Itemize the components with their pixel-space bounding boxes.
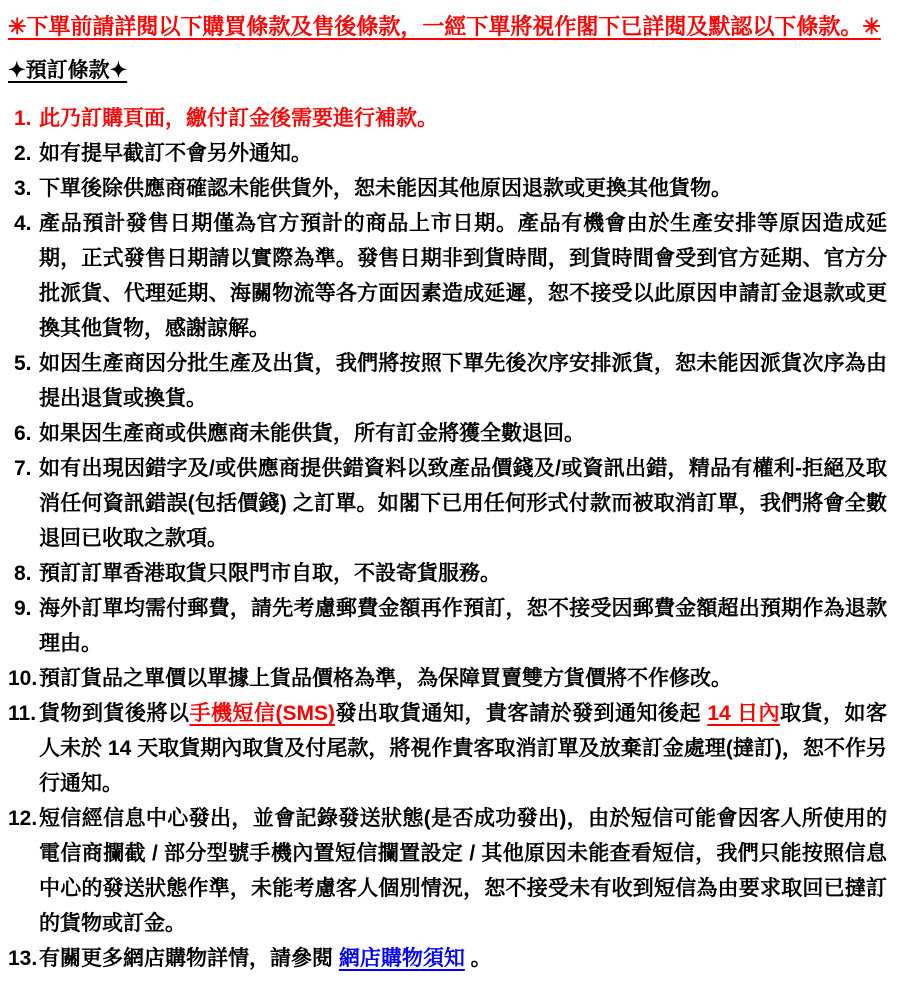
term-number: 3.: [14, 177, 32, 200]
term-number: 2.: [14, 142, 32, 165]
term-number: 5.: [14, 352, 32, 375]
term-item-8: [6, 556, 887, 591]
term-number: 9.: [14, 597, 32, 620]
pickup-deadline-emphasis: 14 日內: [707, 702, 781, 725]
term-item-1: [6, 101, 887, 136]
term-item-2: [6, 136, 887, 171]
term-text: 短信經信息中心發出，並會記錄發送狀態(是否成功發出)，由於短信可能會因客人所使用的電信商攔截 / 部分型號手機內置短信攔置設定 / 其他原因未能查看短信，我們只能按照信息中心的發送狀態作準，未能考慮客人個別情況，恕不接受未有收到短信為由要求取回已撻訂的貨物或訂金。: [39, 807, 887, 935]
term-text: 發出取貨通知，貴客請於發到通知後起: [335, 702, 708, 725]
shop-guide-link[interactable]: 網店購物須知: [338, 947, 465, 970]
term-number: 11.: [8, 702, 37, 725]
terms-list: [6, 101, 887, 976]
section-heading-text: ✦預訂條款✦: [8, 59, 128, 82]
term-number: 12.: [8, 807, 38, 830]
term-number: 7.: [14, 457, 32, 480]
term-text: 如因生產商因分批生產及出貨，我們將按照下單先後次序安排派貨，恕未能因派貨次序為由提出退貨或換貨。: [39, 352, 887, 410]
term-item-9: [6, 591, 887, 661]
term-item-13: [6, 941, 887, 976]
term-number: 8.: [14, 562, 32, 585]
term-text: 如有提早截訂不會另外通知。: [39, 142, 312, 165]
pre-purchase-notice: ✳下單前請詳閱以下購買條款及售後條款，一經下單將視作閣下已詳閱及默認以下條款。✳: [8, 14, 881, 39]
term-item-7: [6, 451, 887, 556]
term-item-12: [6, 801, 887, 941]
term-item-3: [6, 171, 887, 206]
sms-notification-emphasis: 手機短信(SMS): [189, 702, 335, 725]
term-text: 海外訂單均需付郵費，請先考慮郵費金額再作預訂，恕不接受因郵費金額超出預期作為退款理由。: [39, 597, 887, 655]
term-text: 預訂貨品之單價以單據上貨品價格為準，為保障買賣雙方貨價將不作修改。: [39, 667, 732, 690]
term-text: 。: [464, 947, 492, 970]
term-item-6: [6, 416, 887, 451]
term-text: 此乃訂購頁面，繳付訂金後需要進行補款。: [39, 107, 438, 130]
section-heading: [8, 57, 887, 84]
term-item-11: [6, 696, 887, 801]
term-number: 10.: [8, 667, 38, 690]
term-number: 6.: [14, 422, 32, 445]
term-text: 產品預計發售日期僅為官方預計的商品上市日期。產品有機會由於生產安排等原因造成延期，正式發售日期請以實際為準。發售日期非到貨時間，到貨時間會受到官方延期、官方分批派貨、代理延期、海關物流等各方面因素造成延遲，恕不接受以此原因申請訂金退款或更換其他貨物，感謝諒解。: [39, 212, 887, 340]
term-text: 預訂訂單香港取貨只限門市自取，不設寄貨服務。: [39, 562, 501, 585]
term-text: 如果因生產商或供應商未能供貨，所有訂金將獲全數退回。: [39, 422, 585, 445]
term-text: 貨物到貨後將以: [39, 702, 190, 725]
term-item-10: [6, 661, 887, 696]
term-text: 有關更多網店購物詳情，請參閱: [39, 947, 339, 970]
term-text: 取貨，如客人未於 14 天取貨期內取貨及付尾款，將視作貴客取消訂單及放棄訂金處理(撻訂)，恕不作另行通知。: [39, 702, 888, 795]
term-number: 4.: [14, 212, 32, 235]
term-text: 下單後除供應商確認未能供貨外，恕未能因其他原因退款或更換其他貨物。: [39, 177, 732, 200]
term-text: 如有出現因錯字及/或供應商提供錯資料以致產品價錢及/或資訊出錯，精品有權利-拒絕及取消任何資訊錯誤(包括價錢) 之訂單。如閣下已用任何形式付款而被取消訂單，我們將會全數退回已收取之款項。: [39, 457, 887, 550]
term-item-5: [6, 346, 887, 416]
term-number: 13.: [8, 947, 38, 970]
term-number: 1.: [14, 107, 32, 130]
term-item-4: [6, 206, 887, 346]
